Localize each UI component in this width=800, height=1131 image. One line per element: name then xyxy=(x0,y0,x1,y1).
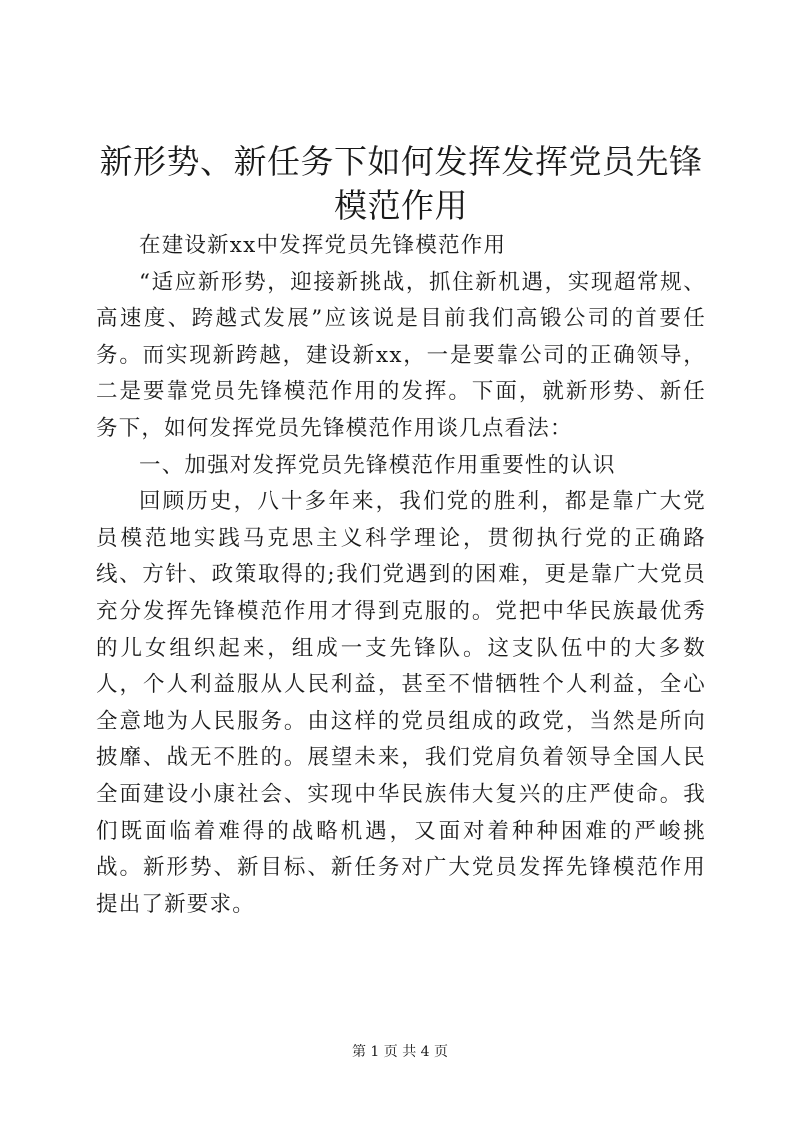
document-title: 新形势、新任务下如何发挥发挥党员先锋模范作用 xyxy=(99,142,703,225)
intro-paragraph: “适应新形势，迎接新挑战，抓住新机遇，实现超常规、高速度、跨越式发展”应该说是目前我们高锻公司的首要任务。而实现新跨越，建设新xx，一是要靠公司的正确领导，二是要靠党员先锋模范作用的发挥。下面，就新形势、新任务下，如何发挥党员先锋模范作用谈几点看法： xyxy=(96,269,706,441)
page-footer: 第 1 页 共 4 页 xyxy=(351,1044,449,1060)
section-heading: 一、加强对发挥党员先锋模范作用重要性的认识 xyxy=(139,452,616,478)
history-paragraph: 回顾历史，八十多年来，我们党的胜利，都是靠广大党员模范地实践马克思主义科学理论，贯彻执行党的正确路线、方针、政策取得的;我们党遇到的困难，更是靠广大党员充分发挥先锋模范作用才得到克服的。党把中华民族最优秀的儿女组织起来，组成一支先锋队。这支队伍中的大多数人，个人利益服从人民利益，甚至不惜牺牲个人利益，全心全意地为人民服务。由这样的党员组成的政党，当然是所向披靡、战无不胜的。展望未来，我们党肩负着领导全国人民全面建设小康社会、实现中华民族伟大复兴的庄严使命。我们既面临着难得的战略机遇，又面对着种种困难的严峻挑战。新形势、新目标、新任务对广大党员发挥先锋模范作用提出了新要求。 xyxy=(96,489,706,917)
subtitle-paragraph: 在建设新xx中发挥党员先锋模范作用 xyxy=(139,233,507,258)
document-body xyxy=(96,228,706,923)
